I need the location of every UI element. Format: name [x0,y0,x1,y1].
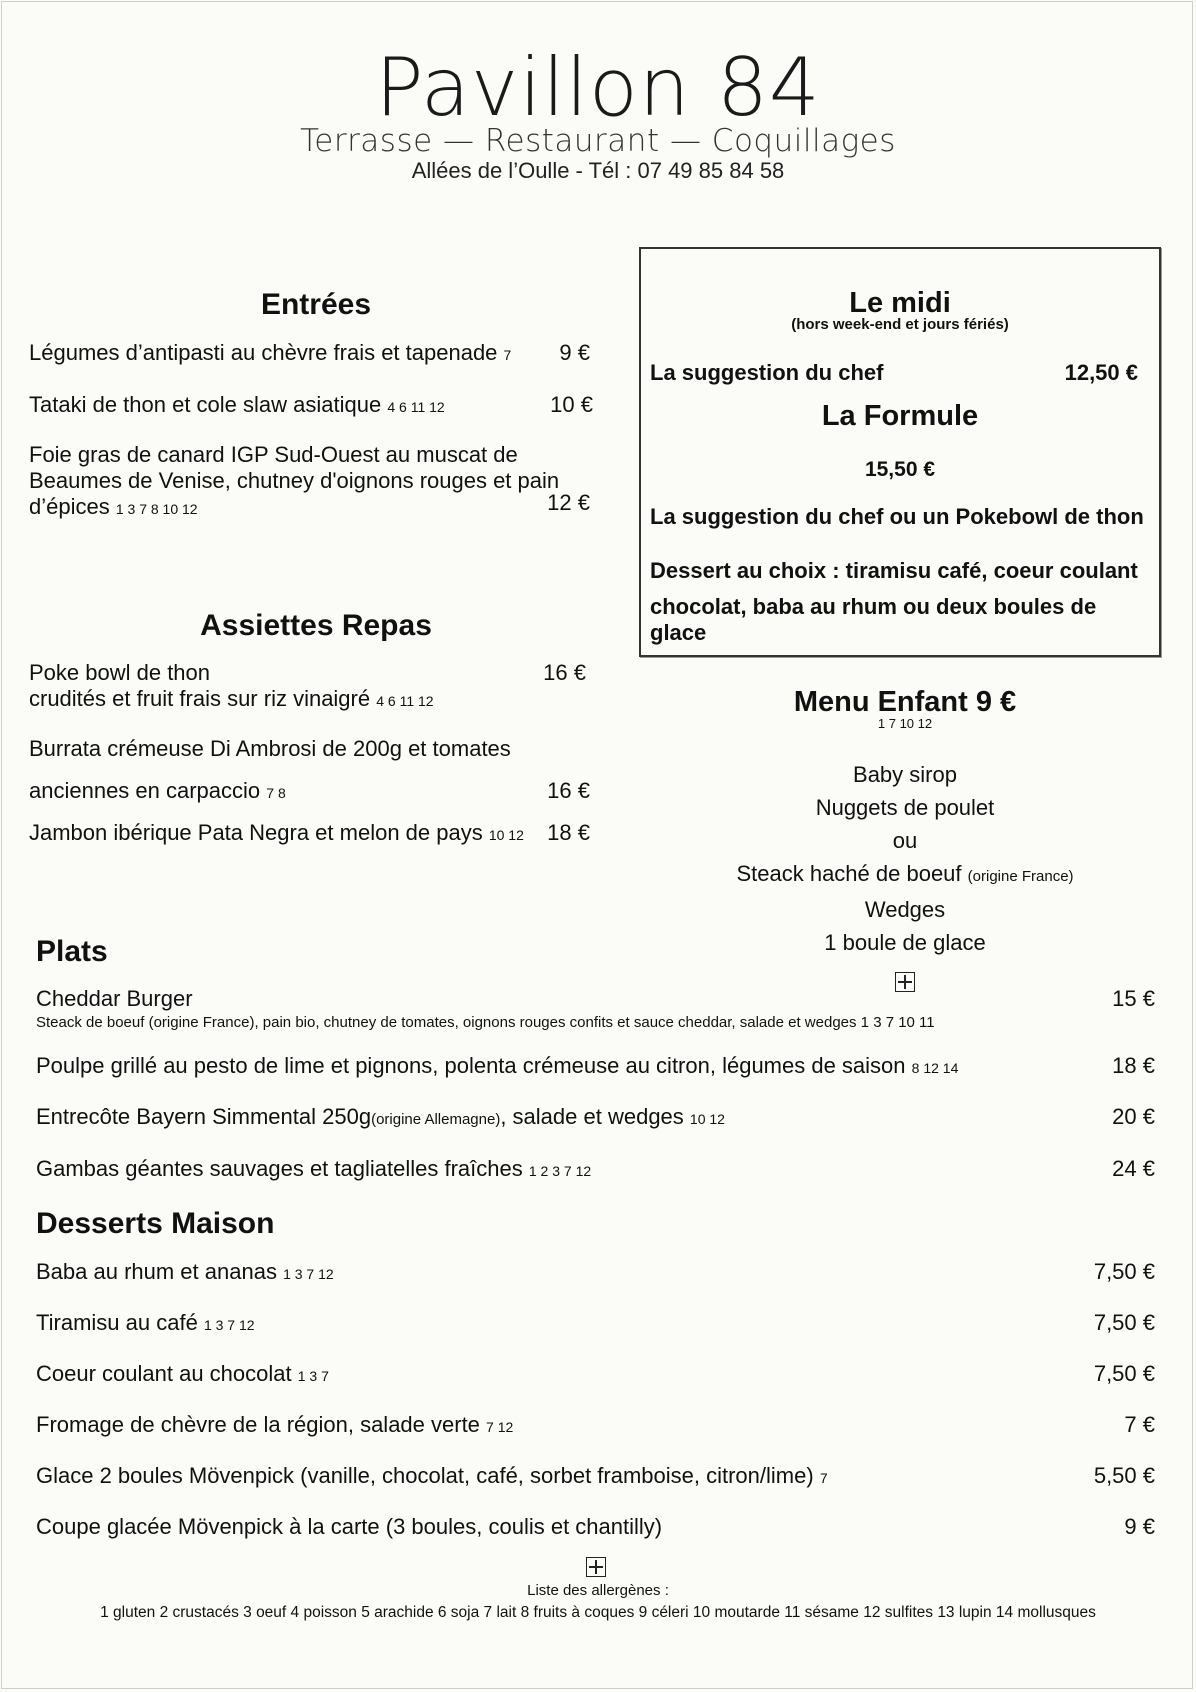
item-line-3: d’épices [29,494,110,519]
item-name: Gambas géantes sauvages et tagliatelles fraîches [36,1156,523,1181]
kids-item-3: ou [892,828,918,853]
kids-item-4: Steack haché de boeuf [736,861,962,886]
formule-price: 15,50 € [864,458,936,481]
assiette-price-1: 16 € [543,660,586,685]
entree-item-1 [29,340,549,368]
formule-dessert-1: Dessert au choix : tiramisu café, coeur coulant [650,558,1138,583]
item-allergens: 10 12 [488,827,524,843]
kids-menu-title: Menu Enfant 9 € [793,686,1017,718]
item-name: Jambon ibérique Pata Negra et melon de pays [29,820,483,845]
plat-price-3: 20 € [1112,1104,1155,1129]
item-name: Poke bowl de thon [29,660,211,685]
item-allergens: 1 3 7 8 10 12 [115,501,198,517]
dessert-price-4: 7 € [1124,1412,1155,1437]
lunch-subtitle: (hors week-end et jours fériés) [791,316,1009,333]
item-line-2: crudités et fruit frais sur riz vinaigré [29,686,371,711]
item-name: Cheddar Burger [36,986,193,1011]
entree-price-1: 9 € [559,340,590,365]
kids-menu-list [680,758,1130,959]
assiette-price-2: 16 € [547,778,590,803]
kids-item-5: Wedges [864,897,946,922]
item-allergens: 1 3 7 12 [283,1266,334,1282]
dessert-price-2: 7,50 € [1093,1310,1155,1335]
entree-item-2 [29,392,549,420]
dessert-price-3: 7,50 € [1093,1361,1155,1386]
restaurant-address: Allées de l’Oulle - Tél : 07 49 85 84 58 [411,158,785,183]
entree-price-2: 10 € [550,392,593,417]
restaurant-logo: Pavillon 84 [375,41,821,134]
entree-price-3: 12 € [547,490,590,515]
kids-item-6: 1 boule de glace [824,930,986,955]
item-allergens: 1 2 3 7 12 [528,1163,592,1179]
item-allergens: 7 [819,1470,828,1486]
item-allergens: 4 6 11 12 [376,693,434,709]
item-name: Coupe glacée Mövenpick à la carte (3 boules, coulis et chantilly) [36,1514,663,1539]
item-name: Entrecôte Bayern Simmental 250g [36,1104,372,1129]
lunch-suggestion-price: 12,50 € [1064,360,1138,385]
plat-item-3 [36,1104,1036,1133]
item-allergens: 7 12 [486,1419,514,1435]
item-name-2: , salade et wedges [500,1104,684,1129]
kids-item-2: Nuggets de poulet [815,795,995,820]
plus-icon [586,1557,606,1577]
item-allergens: 10 12 [689,1111,725,1127]
item-allergens: 7 8 [266,785,286,801]
plat-item-4 [36,1156,1036,1184]
plat-price-2: 18 € [1112,1053,1155,1078]
item-allergens: 4 6 11 12 [387,399,445,415]
item-name: Légumes d’antipasti au chèvre frais et tapenade [29,340,498,365]
restaurant-tagline: Terrasse — Restaurant — Coquillages [300,123,896,159]
dessert-price-6: 9 € [1124,1514,1155,1539]
dessert-item-1 [36,1259,1036,1287]
dessert-item-5 [36,1463,1036,1491]
lunch-suggestion: La suggestion du chef [650,360,884,385]
formule-dessert-2: chocolat, baba au rhum ou deux boules de glace [650,594,1097,645]
item-name: Tiramisu au café [36,1310,198,1335]
dessert-item-3 [36,1361,1036,1389]
item-description: Steack de boeuf (origine France), pain bio, chutney de tomates, oignons rouges confits et sauce cheddar, salade et wedges 1 3 7 10 11 [36,1014,935,1031]
item-allergens: 1 3 7 [297,1368,329,1384]
item-name: Fromage de chèvre de la région, salade verte [36,1412,480,1437]
desserts-title: Desserts Maison [36,1207,275,1240]
assiette-price-3: 18 € [547,820,590,845]
dessert-item-4 [36,1412,1036,1440]
dessert-price-1: 7,50 € [1093,1259,1155,1284]
item-name: Tataki de thon et cole slaw asiatique [29,392,382,417]
item-allergens: 7 [503,347,512,363]
formule-title: La Formule [821,400,979,432]
entrees-title: Entrées [260,288,372,321]
item-origin: (origine Allemagne) [371,1111,501,1128]
item-name: Glace 2 boules Mövenpick (vanille, chocolat, café, sorbet framboise, citron/lime) [36,1463,814,1488]
item-line-1: Foie gras de canard IGP Sud-Ouest au muscat de [29,442,518,467]
plat-price-1: 15 € [1112,986,1155,1011]
dessert-price-5: 5,50 € [1093,1463,1155,1488]
plats-title: Plats [36,935,108,968]
plat-item-2 [36,1053,1036,1081]
lunch-title: Le midi [849,287,951,319]
allergen-list-text: 1 gluten 2 crustacés 3 oeuf 4 poisson 5 arachide 6 soja 7 lait 8 fruits à coques 9 céleri 10 moutarde 11 sésame 12 sulfites 13 lupin 14 mollusques [100,1604,1096,1621]
dessert-item-2 [36,1310,1036,1338]
item-name: Baba au rhum et ananas [36,1259,277,1284]
assiettes-title: Assiettes Repas [200,609,432,642]
dessert-item-6 [36,1514,1036,1540]
allergen-list-title: Liste des allergènes : [527,1582,669,1599]
formule-line: La suggestion du chef ou un Pokebowl de thon [650,504,1144,529]
plat-price-4: 24 € [1112,1156,1155,1181]
item-name: Burrata crémeuse Di Ambrosi de 200g et tomates [29,736,511,761]
item-line-2: Beaumes de Venise, chutney d'oignons rouges et pain [29,468,560,493]
kids-menu-allergens: 1 7 10 12 [877,716,933,731]
item-name: Coeur coulant au chocolat [36,1361,292,1386]
assiette-item-1 [29,660,549,714]
item-allergens: 1 3 7 12 [203,1317,255,1333]
kids-item-origin: (origine France) [967,868,1074,885]
item-name: Poulpe grillé au pesto de lime et pignons, polenta crémeuse au citron, légumes de saison [36,1053,906,1078]
item-line-2: anciennes en carpaccio [29,778,261,803]
item-allergens: 8 12 14 [911,1060,959,1076]
kids-item-1: Baby sirop [853,762,957,787]
plat-item-1 [36,986,1036,1034]
